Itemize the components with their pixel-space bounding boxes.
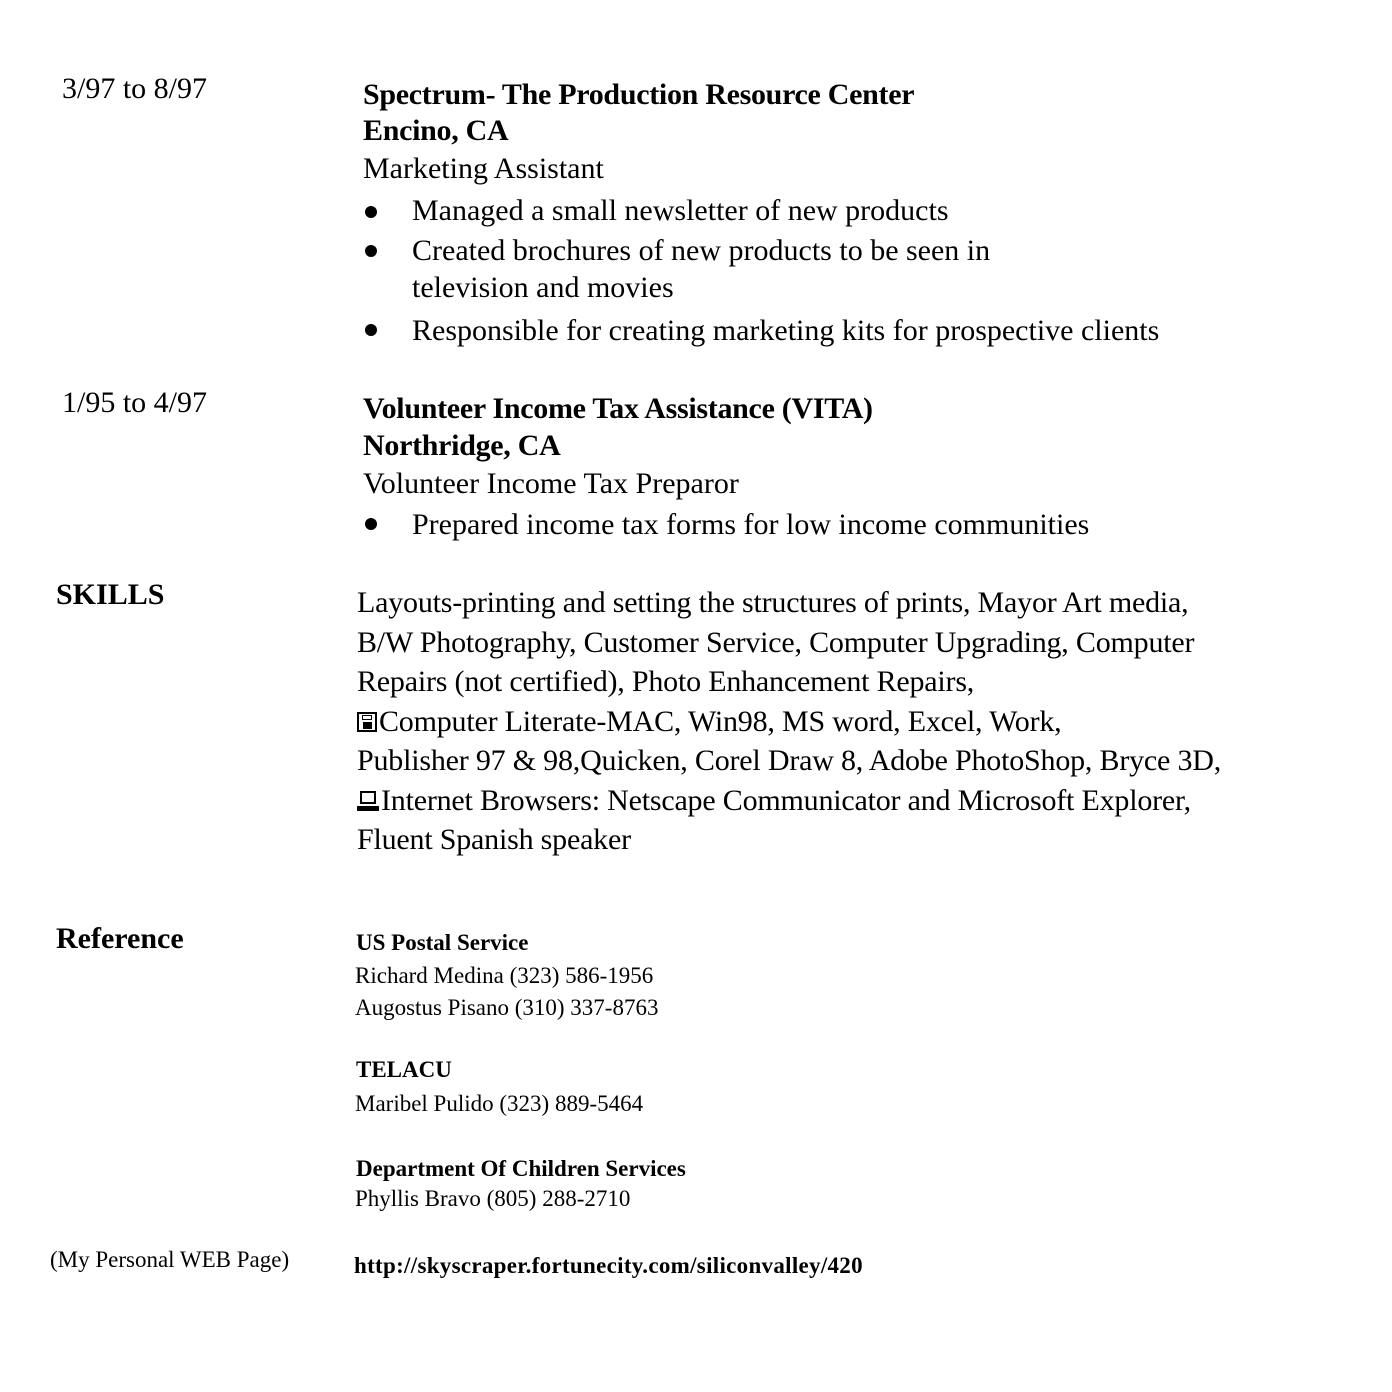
job-title: Marketing Assistant [363,152,604,185]
job-location: Northridge, CA [363,429,561,462]
reference-organization: TELACU [356,1057,452,1082]
job-bullet-continuation: television and movies [412,271,674,304]
web-page-label: (My Personal WEB Page) [50,1247,290,1272]
reference-contact: Richard Medina (323) 586-1956 [355,963,654,988]
reference-organization: Department Of Children Services [356,1156,686,1181]
skills-line [357,702,1221,742]
job-organization: Volunteer Income Tax Assistance (VITA) [363,392,873,425]
web-page-link[interactable]: http://skyscraper.fortunecity.com/siliconvalley/420 [354,1253,863,1278]
skills-line: Layouts-printing and setting the structures of prints, Mayor Art media, [357,586,1189,619]
job-bullet: Created brochures of new products to be seen in [412,234,991,267]
job-bullet: Managed a small newsletter of new products [412,194,949,227]
bullet-icon [365,324,377,336]
job-title: Volunteer Income Tax Preparor [363,467,739,500]
job-dates: 1/95 to 4/97 [62,386,208,419]
skills-heading: SKILLS [56,578,165,611]
skills-list [357,583,1221,860]
skills-line: B/W Photography, Customer Service, Computer Upgrading, Computer [357,625,1195,659]
bullet-icon [365,245,377,257]
job-bullet: Prepared income tax forms for low income communities [412,508,1090,541]
job-bullet: Responsible for creating marketing kits for prospective clients [412,314,1160,347]
reference-contact: Phyllis Bravo (805) 288-2710 [355,1186,631,1211]
reference-contact: Augostus Pisano (310) 337-8763 [355,995,659,1020]
job-organization: Spectrum- The Production Resource Center [363,78,915,111]
skills-line [357,781,1221,821]
bullet-icon [365,206,377,218]
reference-organization: US Postal Service [356,930,529,955]
job-dates: 3/97 to 8/97 [62,72,208,105]
skills-line-text: Computer Literate-MAC, Win98, MS word, Excel, Work, [379,704,1062,738]
skills-line: Fluent Spanish speaker [357,823,631,856]
job-location: Encino, CA [363,114,509,147]
laptop-icon [357,791,379,811]
reference-heading: Reference [56,922,184,955]
skills-line: Publisher 97 & 98,Quicken, Corel Draw 8, Adobe PhotoShop, Bryce 3D, [357,744,1222,777]
skills-line: Repairs (not certified), Photo Enhancement Repairs, [357,665,975,698]
reference-contact: Maribel Pulido (323) 889-5464 [355,1091,644,1116]
floppy-disk-icon [357,712,377,732]
skills-line-text: Internet Browsers: Netscape Communicator and Microsoft Explorer, [381,783,1191,817]
bullet-icon [365,518,377,530]
